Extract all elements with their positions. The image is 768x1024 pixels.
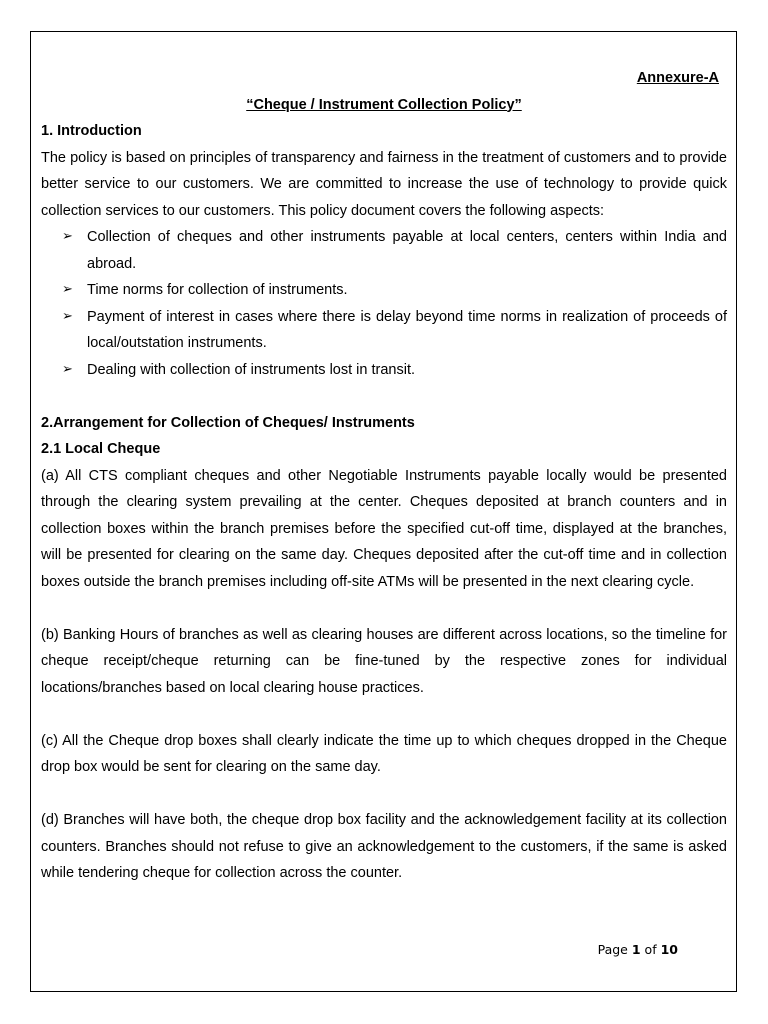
aspects-list — [41, 224, 727, 383]
paragraph-b: (b) Banking Hours of branches as well as clearing houses are different across locations, so the timeline for cheque receipt/cheque returning can be fine-tuned by the respective zones for individual locations/branches based on local clearing house practices. — [41, 626, 727, 696]
current-page-number: 1 — [631, 942, 641, 957]
list-item-text: Dealing with collection of instruments lost in transit. — [87, 361, 416, 378]
arrowhead-bullet-icon: ➢ — [62, 229, 73, 244]
paragraph-d: (d) Branches will have both, the cheque drop box facility and the acknowledgement facility at its collection counters. Branches should not refuse to give an acknowledgement to the customers, if the same is asked while tendering cheque for collection across the counter. — [41, 812, 727, 881]
list-item — [62, 357, 727, 384]
page-label: Page — [597, 942, 628, 957]
document-title: “Cheque / Instrument Collection Policy” — [246, 96, 522, 113]
list-item — [62, 304, 727, 357]
paragraph-a: (a) All CTS compliant cheques and other Negotiable Instruments payable locally would be presented through the clearing system prevailing at the center. Cheques deposited at branch counters and in collection boxes within the branch premises before the specified cut-off time, displayed at the branches, will be presented for clearing on the same day. Cheques deposited after the cut-off time and in collection boxes outside the branch premises including off-site ATMs will be presented in the next clearing cycle. — [41, 467, 727, 590]
list-item-text: Payment of interest in cases where there is delay beyond time norms in realization of proceeds of local/outstation instruments. — [87, 308, 727, 351]
section-2-heading: 2.Arrangement for Collection of Cheques/ Instruments — [41, 414, 415, 431]
spacer — [41, 781, 727, 808]
list-item — [62, 277, 727, 304]
of-label: of — [644, 942, 657, 957]
section-2-1-heading: 2.1 Local Cheque — [41, 441, 161, 457]
paragraph-c: (c) All the Cheque drop boxes shall clearly indicate the time up to which cheques dropped in the Cheque drop box would be sent for clearing on the same day. — [41, 732, 727, 775]
introduction-paragraph: The policy is based on principles of transparency and fairness in the treatment of customers and to provide better service to our customers. We are committed to increase the use of technology to provide quick collection services to our customers. This policy document covers the following aspects: — [41, 149, 727, 219]
arrowhead-bullet-icon: ➢ — [62, 282, 73, 297]
page-number — [598, 942, 678, 957]
spacer — [41, 595, 727, 622]
arrowhead-bullet-icon: ➢ — [62, 308, 73, 324]
section-1-heading: 1. Introduction — [41, 123, 142, 139]
spacer — [41, 383, 727, 410]
arrowhead-bullet-icon: ➢ — [62, 361, 73, 377]
list-item-text: Time norms for collection of instruments. — [87, 282, 348, 298]
page-content — [41, 65, 727, 887]
list-item-text: Collection of cheques and other instruments payable at local centers, centers within India and abroad. — [87, 229, 727, 272]
annexure-label: Annexure-A — [636, 70, 719, 86]
list-item — [62, 224, 727, 277]
spacer — [41, 701, 727, 728]
total-pages-number: 10 — [660, 942, 678, 957]
document-page — [30, 31, 737, 992]
